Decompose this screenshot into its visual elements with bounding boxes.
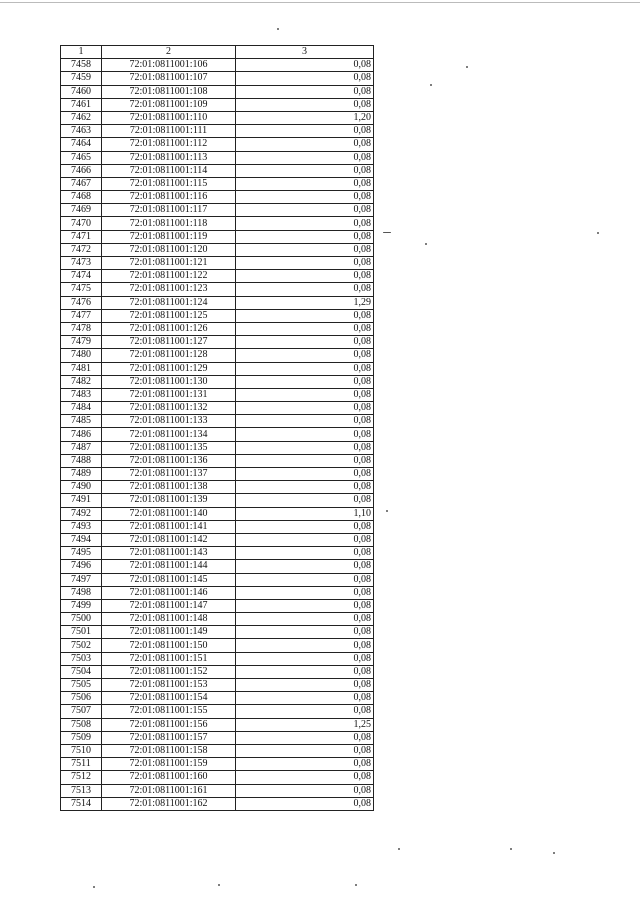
table-body — [61, 59, 374, 811]
table-row — [61, 72, 374, 85]
value-cell: 0,08 — [236, 362, 374, 375]
cadastral-number-cell: 72:01:0811001:111 — [102, 125, 236, 138]
scan-speck — [386, 510, 388, 512]
value-cell: 0,08 — [236, 349, 374, 362]
table-row — [61, 151, 374, 164]
cadastral-number-cell: 72:01:0811001:145 — [102, 573, 236, 586]
value-cell: 0,08 — [236, 309, 374, 322]
cadastral-number-cell: 72:01:0811001:148 — [102, 613, 236, 626]
table-row — [61, 85, 374, 98]
scan-speck — [597, 232, 599, 234]
cadastral-number-cell: 72:01:0811001:113 — [102, 151, 236, 164]
row-number-cell: 7509 — [61, 731, 102, 744]
cadastral-number-cell: 72:01:0811001:156 — [102, 718, 236, 731]
table-row — [61, 217, 374, 230]
cadastral-number-cell: 72:01:0811001:161 — [102, 784, 236, 797]
table-row — [61, 191, 374, 204]
table-row — [61, 336, 374, 349]
table-row — [61, 230, 374, 243]
value-cell: 0,08 — [236, 375, 374, 388]
cadastral-number-cell: 72:01:0811001:121 — [102, 257, 236, 270]
row-number-cell: 7512 — [61, 771, 102, 784]
cadastral-number-cell: 72:01:0811001:122 — [102, 270, 236, 283]
table-row — [61, 771, 374, 784]
table-row — [61, 652, 374, 665]
table-row — [61, 784, 374, 797]
table-row — [61, 309, 374, 322]
value-cell: 0,08 — [236, 705, 374, 718]
row-number-cell: 7505 — [61, 679, 102, 692]
table-row — [61, 797, 374, 810]
row-number-cell: 7502 — [61, 639, 102, 652]
cadastral-number-cell: 72:01:0811001:144 — [102, 560, 236, 573]
cadastral-number-cell: 72:01:0811001:155 — [102, 705, 236, 718]
cadastral-number-cell: 72:01:0811001:135 — [102, 441, 236, 454]
table-row — [61, 665, 374, 678]
scan-speck — [218, 884, 220, 886]
row-number-cell: 7474 — [61, 270, 102, 283]
table-row — [61, 494, 374, 507]
table-row — [61, 705, 374, 718]
value-cell: 0,08 — [236, 626, 374, 639]
table-row — [61, 758, 374, 771]
row-number-cell: 7476 — [61, 296, 102, 309]
value-cell: 0,08 — [236, 468, 374, 481]
value-cell: 0,08 — [236, 639, 374, 652]
value-cell: 0,08 — [236, 679, 374, 692]
cadastral-number-cell: 72:01:0811001:106 — [102, 59, 236, 72]
value-cell: 0,08 — [236, 204, 374, 217]
value-cell: 0,08 — [236, 744, 374, 757]
cadastral-number-cell: 72:01:0811001:139 — [102, 494, 236, 507]
row-number-cell: 7513 — [61, 784, 102, 797]
table-row — [61, 388, 374, 401]
row-number-cell: 7472 — [61, 243, 102, 256]
value-cell: 0,08 — [236, 98, 374, 111]
row-number-cell: 7458 — [61, 59, 102, 72]
table-row — [61, 362, 374, 375]
value-cell: 0,08 — [236, 586, 374, 599]
cadastral-number-cell: 72:01:0811001:146 — [102, 586, 236, 599]
value-cell: 0,08 — [236, 771, 374, 784]
cadastral-number-cell: 72:01:0811001:119 — [102, 230, 236, 243]
cadastral-number-cell: 72:01:0811001:112 — [102, 138, 236, 151]
value-cell: 1,29 — [236, 296, 374, 309]
table-row — [61, 428, 374, 441]
column-header: 2 — [102, 46, 236, 59]
table-row — [61, 243, 374, 256]
row-number-cell: 7499 — [61, 599, 102, 612]
row-number-cell: 7463 — [61, 125, 102, 138]
scan-speck — [466, 66, 468, 68]
row-number-cell: 7481 — [61, 362, 102, 375]
row-number-cell: 7459 — [61, 72, 102, 85]
scan-speck — [355, 884, 357, 886]
cadastral-number-cell: 72:01:0811001:117 — [102, 204, 236, 217]
value-cell: 0,08 — [236, 257, 374, 270]
table-row — [61, 59, 374, 72]
value-cell: 0,08 — [236, 85, 374, 98]
table-row — [61, 599, 374, 612]
row-number-cell: 7498 — [61, 586, 102, 599]
value-cell: 0,08 — [236, 520, 374, 533]
table-row — [61, 296, 374, 309]
value-cell: 0,08 — [236, 415, 374, 428]
row-number-cell: 7494 — [61, 533, 102, 546]
row-number-cell: 7500 — [61, 613, 102, 626]
cadastral-number-cell: 72:01:0811001:151 — [102, 652, 236, 665]
value-cell: 0,08 — [236, 652, 374, 665]
table-row — [61, 639, 374, 652]
value-cell: 0,08 — [236, 217, 374, 230]
table-row — [61, 204, 374, 217]
row-number-cell: 7493 — [61, 520, 102, 533]
cadastral-number-cell: 72:01:0811001:147 — [102, 599, 236, 612]
cadastral-number-cell: 72:01:0811001:108 — [102, 85, 236, 98]
table-header-row — [61, 46, 374, 59]
value-cell: 0,08 — [236, 481, 374, 494]
row-number-cell: 7475 — [61, 283, 102, 296]
table-row — [61, 573, 374, 586]
row-number-cell: 7477 — [61, 309, 102, 322]
row-number-cell: 7467 — [61, 177, 102, 190]
cadastral-number-cell: 72:01:0811001:127 — [102, 336, 236, 349]
value-cell: 0,08 — [236, 665, 374, 678]
table-row — [61, 586, 374, 599]
row-number-cell: 7462 — [61, 111, 102, 124]
value-cell: 1,25 — [236, 718, 374, 731]
table-row — [61, 98, 374, 111]
cadastral-number-cell: 72:01:0811001:125 — [102, 309, 236, 322]
row-number-cell: 7473 — [61, 257, 102, 270]
table-row — [61, 349, 374, 362]
row-number-cell: 7479 — [61, 336, 102, 349]
value-cell: 0,08 — [236, 164, 374, 177]
cadastral-number-cell: 72:01:0811001:129 — [102, 362, 236, 375]
cadastral-number-cell: 72:01:0811001:126 — [102, 322, 236, 335]
value-cell: 0,08 — [236, 797, 374, 810]
cadastral-number-cell: 72:01:0811001:107 — [102, 72, 236, 85]
cadastral-number-cell: 72:01:0811001:109 — [102, 98, 236, 111]
value-cell: 0,08 — [236, 784, 374, 797]
cadastral-number-cell: 72:01:0811001:128 — [102, 349, 236, 362]
value-cell: 0,08 — [236, 230, 374, 243]
row-number-cell: 7504 — [61, 665, 102, 678]
scan-speck — [93, 886, 95, 888]
table-row — [61, 177, 374, 190]
row-number-cell: 7495 — [61, 547, 102, 560]
row-number-cell: 7482 — [61, 375, 102, 388]
cadastral-number-cell: 72:01:0811001:153 — [102, 679, 236, 692]
table-row — [61, 164, 374, 177]
table-row — [61, 468, 374, 481]
cadastral-number-cell: 72:01:0811001:114 — [102, 164, 236, 177]
cadastral-number-cell: 72:01:0811001:137 — [102, 468, 236, 481]
value-cell: 0,08 — [236, 322, 374, 335]
cadastral-number-cell: 72:01:0811001:132 — [102, 402, 236, 415]
value-cell: 0,08 — [236, 402, 374, 415]
scan-speck — [277, 28, 279, 30]
table-row — [61, 283, 374, 296]
value-cell: 0,08 — [236, 191, 374, 204]
scan-top-edge — [0, 2, 640, 3]
cadastral-number-cell: 72:01:0811001:116 — [102, 191, 236, 204]
row-number-cell: 7484 — [61, 402, 102, 415]
scan-speck — [553, 852, 555, 854]
table-row — [61, 507, 374, 520]
table-row — [61, 441, 374, 454]
table-row — [61, 744, 374, 757]
value-cell: 0,08 — [236, 270, 374, 283]
table-row — [61, 731, 374, 744]
table-row — [61, 613, 374, 626]
value-cell: 0,08 — [236, 731, 374, 744]
scan-speck — [383, 232, 391, 233]
table-row — [61, 718, 374, 731]
value-cell: 1,10 — [236, 507, 374, 520]
table-row — [61, 692, 374, 705]
cadastral-number-cell: 72:01:0811001:143 — [102, 547, 236, 560]
row-number-cell: 7469 — [61, 204, 102, 217]
row-number-cell: 7460 — [61, 85, 102, 98]
cadastral-number-cell: 72:01:0811001:133 — [102, 415, 236, 428]
value-cell: 0,08 — [236, 125, 374, 138]
row-number-cell: 7465 — [61, 151, 102, 164]
table-row — [61, 322, 374, 335]
column-header: 3 — [236, 46, 374, 59]
table-row — [61, 111, 374, 124]
value-cell: 0,08 — [236, 59, 374, 72]
table-row — [61, 679, 374, 692]
table-row — [61, 481, 374, 494]
cadastral-number-cell: 72:01:0811001:141 — [102, 520, 236, 533]
value-cell: 0,08 — [236, 494, 374, 507]
row-number-cell: 7464 — [61, 138, 102, 151]
scan-speck — [430, 84, 432, 86]
row-number-cell: 7471 — [61, 230, 102, 243]
table-row — [61, 270, 374, 283]
cadastral-number-cell: 72:01:0811001:110 — [102, 111, 236, 124]
cadastral-number-cell: 72:01:0811001:152 — [102, 665, 236, 678]
cadastral-number-cell: 72:01:0811001:160 — [102, 771, 236, 784]
cadastral-number-cell: 72:01:0811001:159 — [102, 758, 236, 771]
row-number-cell: 7480 — [61, 349, 102, 362]
row-number-cell: 7497 — [61, 573, 102, 586]
cadastral-number-cell: 72:01:0811001:123 — [102, 283, 236, 296]
cadastral-number-cell: 72:01:0811001:157 — [102, 731, 236, 744]
row-number-cell: 7485 — [61, 415, 102, 428]
value-cell: 0,08 — [236, 243, 374, 256]
row-number-cell: 7503 — [61, 652, 102, 665]
row-number-cell: 7496 — [61, 560, 102, 573]
cadastral-number-cell: 72:01:0811001:142 — [102, 533, 236, 546]
row-number-cell: 7470 — [61, 217, 102, 230]
row-number-cell: 7501 — [61, 626, 102, 639]
row-number-cell: 7461 — [61, 98, 102, 111]
table-row — [61, 257, 374, 270]
row-number-cell: 7478 — [61, 322, 102, 335]
cadastral-number-cell: 72:01:0811001:120 — [102, 243, 236, 256]
table-row — [61, 560, 374, 573]
value-cell: 0,08 — [236, 599, 374, 612]
value-cell: 0,08 — [236, 428, 374, 441]
cadastral-number-cell: 72:01:0811001:140 — [102, 507, 236, 520]
table-row — [61, 138, 374, 151]
scan-speck — [425, 243, 427, 245]
value-cell: 0,08 — [236, 388, 374, 401]
cadastral-table — [60, 45, 374, 811]
row-number-cell: 7510 — [61, 744, 102, 757]
value-cell: 0,08 — [236, 336, 374, 349]
table-row — [61, 125, 374, 138]
cadastral-number-cell: 72:01:0811001:130 — [102, 375, 236, 388]
row-number-cell: 7511 — [61, 758, 102, 771]
row-number-cell: 7486 — [61, 428, 102, 441]
value-cell: 1,20 — [236, 111, 374, 124]
value-cell: 0,08 — [236, 573, 374, 586]
value-cell: 0,08 — [236, 177, 374, 190]
table-row — [61, 415, 374, 428]
cadastral-number-cell: 72:01:0811001:150 — [102, 639, 236, 652]
row-number-cell: 7490 — [61, 481, 102, 494]
cadastral-number-cell: 72:01:0811001:149 — [102, 626, 236, 639]
table-row — [61, 533, 374, 546]
row-number-cell: 7483 — [61, 388, 102, 401]
cadastral-number-cell: 72:01:0811001:115 — [102, 177, 236, 190]
value-cell: 0,08 — [236, 758, 374, 771]
column-header: 1 — [61, 46, 102, 59]
table-row — [61, 375, 374, 388]
value-cell: 0,08 — [236, 560, 374, 573]
scan-speck — [398, 848, 400, 850]
row-number-cell: 7514 — [61, 797, 102, 810]
row-number-cell: 7466 — [61, 164, 102, 177]
cadastral-number-cell: 72:01:0811001:138 — [102, 481, 236, 494]
row-number-cell: 7507 — [61, 705, 102, 718]
row-number-cell: 7488 — [61, 454, 102, 467]
cadastral-number-cell: 72:01:0811001:154 — [102, 692, 236, 705]
cadastral-number-cell: 72:01:0811001:131 — [102, 388, 236, 401]
cadastral-number-cell: 72:01:0811001:118 — [102, 217, 236, 230]
value-cell: 0,08 — [236, 283, 374, 296]
row-number-cell: 7491 — [61, 494, 102, 507]
cadastral-number-cell: 72:01:0811001:136 — [102, 454, 236, 467]
row-number-cell: 7492 — [61, 507, 102, 520]
row-number-cell: 7487 — [61, 441, 102, 454]
row-number-cell: 7506 — [61, 692, 102, 705]
value-cell: 0,08 — [236, 454, 374, 467]
cadastral-number-cell: 72:01:0811001:162 — [102, 797, 236, 810]
table-row — [61, 547, 374, 560]
value-cell: 0,08 — [236, 692, 374, 705]
cadastral-number-cell: 72:01:0811001:158 — [102, 744, 236, 757]
value-cell: 0,08 — [236, 138, 374, 151]
row-number-cell: 7508 — [61, 718, 102, 731]
value-cell: 0,08 — [236, 547, 374, 560]
value-cell: 0,08 — [236, 613, 374, 626]
value-cell: 0,08 — [236, 72, 374, 85]
row-number-cell: 7468 — [61, 191, 102, 204]
cadastral-number-cell: 72:01:0811001:134 — [102, 428, 236, 441]
table-row — [61, 520, 374, 533]
table-row — [61, 626, 374, 639]
cadastral-number-cell: 72:01:0811001:124 — [102, 296, 236, 309]
value-cell: 0,08 — [236, 441, 374, 454]
value-cell: 0,08 — [236, 151, 374, 164]
value-cell: 0,08 — [236, 533, 374, 546]
scan-speck — [510, 848, 512, 850]
row-number-cell: 7489 — [61, 468, 102, 481]
table-row — [61, 454, 374, 467]
table-row — [61, 402, 374, 415]
